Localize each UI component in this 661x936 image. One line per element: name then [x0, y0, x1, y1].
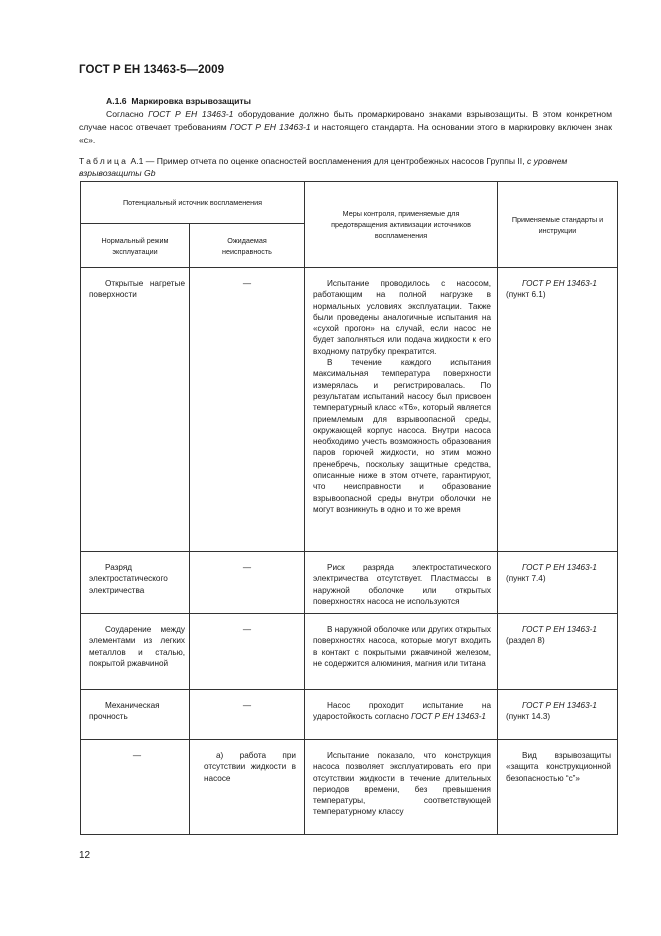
section-heading [106, 96, 251, 106]
cell-standards: Вид взрывозащиты «защита конструкционной безопасностью “с”» [498, 740, 618, 835]
section-number: А.1.6 [106, 96, 127, 106]
measure-paragraph: Риск разряда электростатического электричества отсутствует. Пластмассы в наружной оболочке или открытых поверхностях насоса не используются [313, 563, 491, 606]
cell-normal-mode [81, 268, 190, 552]
cell-standards [498, 268, 618, 552]
measure-text: Насос проходит испытание на ударостойкость согласно [313, 701, 491, 722]
measure-paragraph: В наружной оболочке или других открытых поверхностях насоса, которые могут входить в контакт с покрытыми ржавчиной железом, не содержится алюминия, магния или титана [313, 625, 491, 668]
header-ignition-source: Потенциальный источник воспламенения [81, 182, 305, 224]
standard-reference: ГОСТ Р ЕН 13463-1 [411, 712, 486, 722]
table-row [81, 740, 618, 835]
cell-expected-fault: — [190, 690, 305, 740]
standard-reference: ГОСТ Р ЕН 13463-1 [148, 109, 234, 119]
standard-clause: (раздел 8) [506, 636, 545, 646]
page-number: 12 [79, 850, 91, 861]
table-row [81, 690, 618, 740]
cell-normal-mode [81, 614, 190, 690]
header-control-measures: Меры контроля, применяемые для предотвращения активизации источников воспламенения [305, 182, 498, 268]
caption-italic: с уровнем взрывозащиты Gb [79, 156, 568, 178]
paragraph-text: оборудование должно быть промаркировано знаками взрывозащиты. В этом конкретном случае насос отвечает требованиям [79, 109, 612, 132]
caption-label: Таблица [79, 156, 129, 166]
cell-control-measures [305, 740, 498, 835]
cell-control-measures [305, 552, 498, 614]
caption-text: — Пример отчета по оценке опасностей воспламенения для центробежных насосов Группы II, [143, 156, 527, 166]
header-expected-fault: Ожидаемая неисправность [190, 224, 305, 268]
table-row [81, 268, 618, 552]
cell-text: Соударение между элементами из легких металлов и сталью, покрытой ржавчиной [89, 625, 185, 668]
cell-expected-fault: — [190, 614, 305, 690]
standard-reference: ГОСТ Р ЕН 13463-1 [522, 701, 597, 710]
measure-paragraph: В течение каждого испытания максимальная температура поверхности измерялась и регистрировалась. По результатам испытаний насосу был присвоен температурный класс «Т6», который является приемлемым для взрывоопасной среды, окружающей корпус насоса. Внутри насоса необходимо учесть возможность образования паров горючей жидкости, но этим можно пренебречь, поскольку защитные средства, описанные ниже в этом отчете, гарантируют, что неисправности и образование взрывоопасной среды внутри оболочки не могут возникнуть в одно и то же время [313, 358, 491, 514]
cell-expected-fault: — [190, 268, 305, 552]
cell-text: Механическая прочность [89, 701, 160, 722]
header-standards: Применяемые стандарты и инструкции [498, 182, 618, 268]
cell-control-measures [305, 268, 498, 552]
measure-paragraph: Испытание проводилось с насосом, работающим на полной нагрузке в нормальных условиях эксплуатации. Также были проведены аналогичные испытания на «сухой прогон» на случай, если насос не будет заполняться или подача жидкости к его входному патрубку прекратится. [313, 279, 491, 356]
body-paragraph [79, 108, 612, 147]
header-normal-mode: Нормальный режим эксплуатации [81, 224, 190, 268]
section-title: Маркировка взрывозащиты [131, 96, 251, 106]
standard-clause: (пункт 7.4) [506, 574, 546, 584]
cell-expected-fault: а) работа при отсутствии жидкости в насосе [190, 740, 305, 835]
cell-standards [498, 552, 618, 614]
cell-standards [498, 614, 618, 690]
standard-reference: ГОСТ Р ЕН 13463-1 [229, 122, 311, 132]
cell-normal-mode [81, 552, 190, 614]
cell-standards [498, 690, 618, 740]
standard-reference: ГОСТ Р ЕН 13463-1 [522, 625, 597, 634]
cell-text: Разряд электростатического электричества [89, 563, 168, 595]
document-title: ГОСТ Р ЕН 13463-5—2009 [79, 64, 225, 76]
paragraph-text: Согласно [106, 109, 149, 119]
cell-normal-mode [81, 690, 190, 740]
cell-normal-mode: — [81, 740, 190, 835]
standard-clause: (пункт 6.1) [506, 290, 546, 300]
table-caption [79, 155, 612, 179]
cell-control-measures [305, 690, 498, 740]
cell-text: Открытые нагретые поверхности [89, 279, 185, 300]
paragraph-text: и настоящего стандарта. На основании этого в маркировку включен знак «с». [79, 122, 612, 145]
ignition-hazard-table [80, 181, 618, 835]
standard-reference: ГОСТ Р ЕН 13463-1 [522, 563, 597, 572]
cell-control-measures [305, 614, 498, 690]
cell-expected-fault: — [190, 552, 305, 614]
caption-number: А.1 [128, 156, 144, 166]
standard-clause: (пункт 14.3) [506, 712, 551, 722]
measure-paragraph: Испытание показало, что конструкция насоса позволяет эксплуатировать его при отсутствии жидкости в течение длительных периодов времени, без превышения температуры, соответствующей температурному классу [313, 751, 491, 817]
table-row [81, 614, 618, 690]
standard-reference: ГОСТ Р ЕН 13463-1 [522, 279, 597, 288]
table-row [81, 552, 618, 614]
